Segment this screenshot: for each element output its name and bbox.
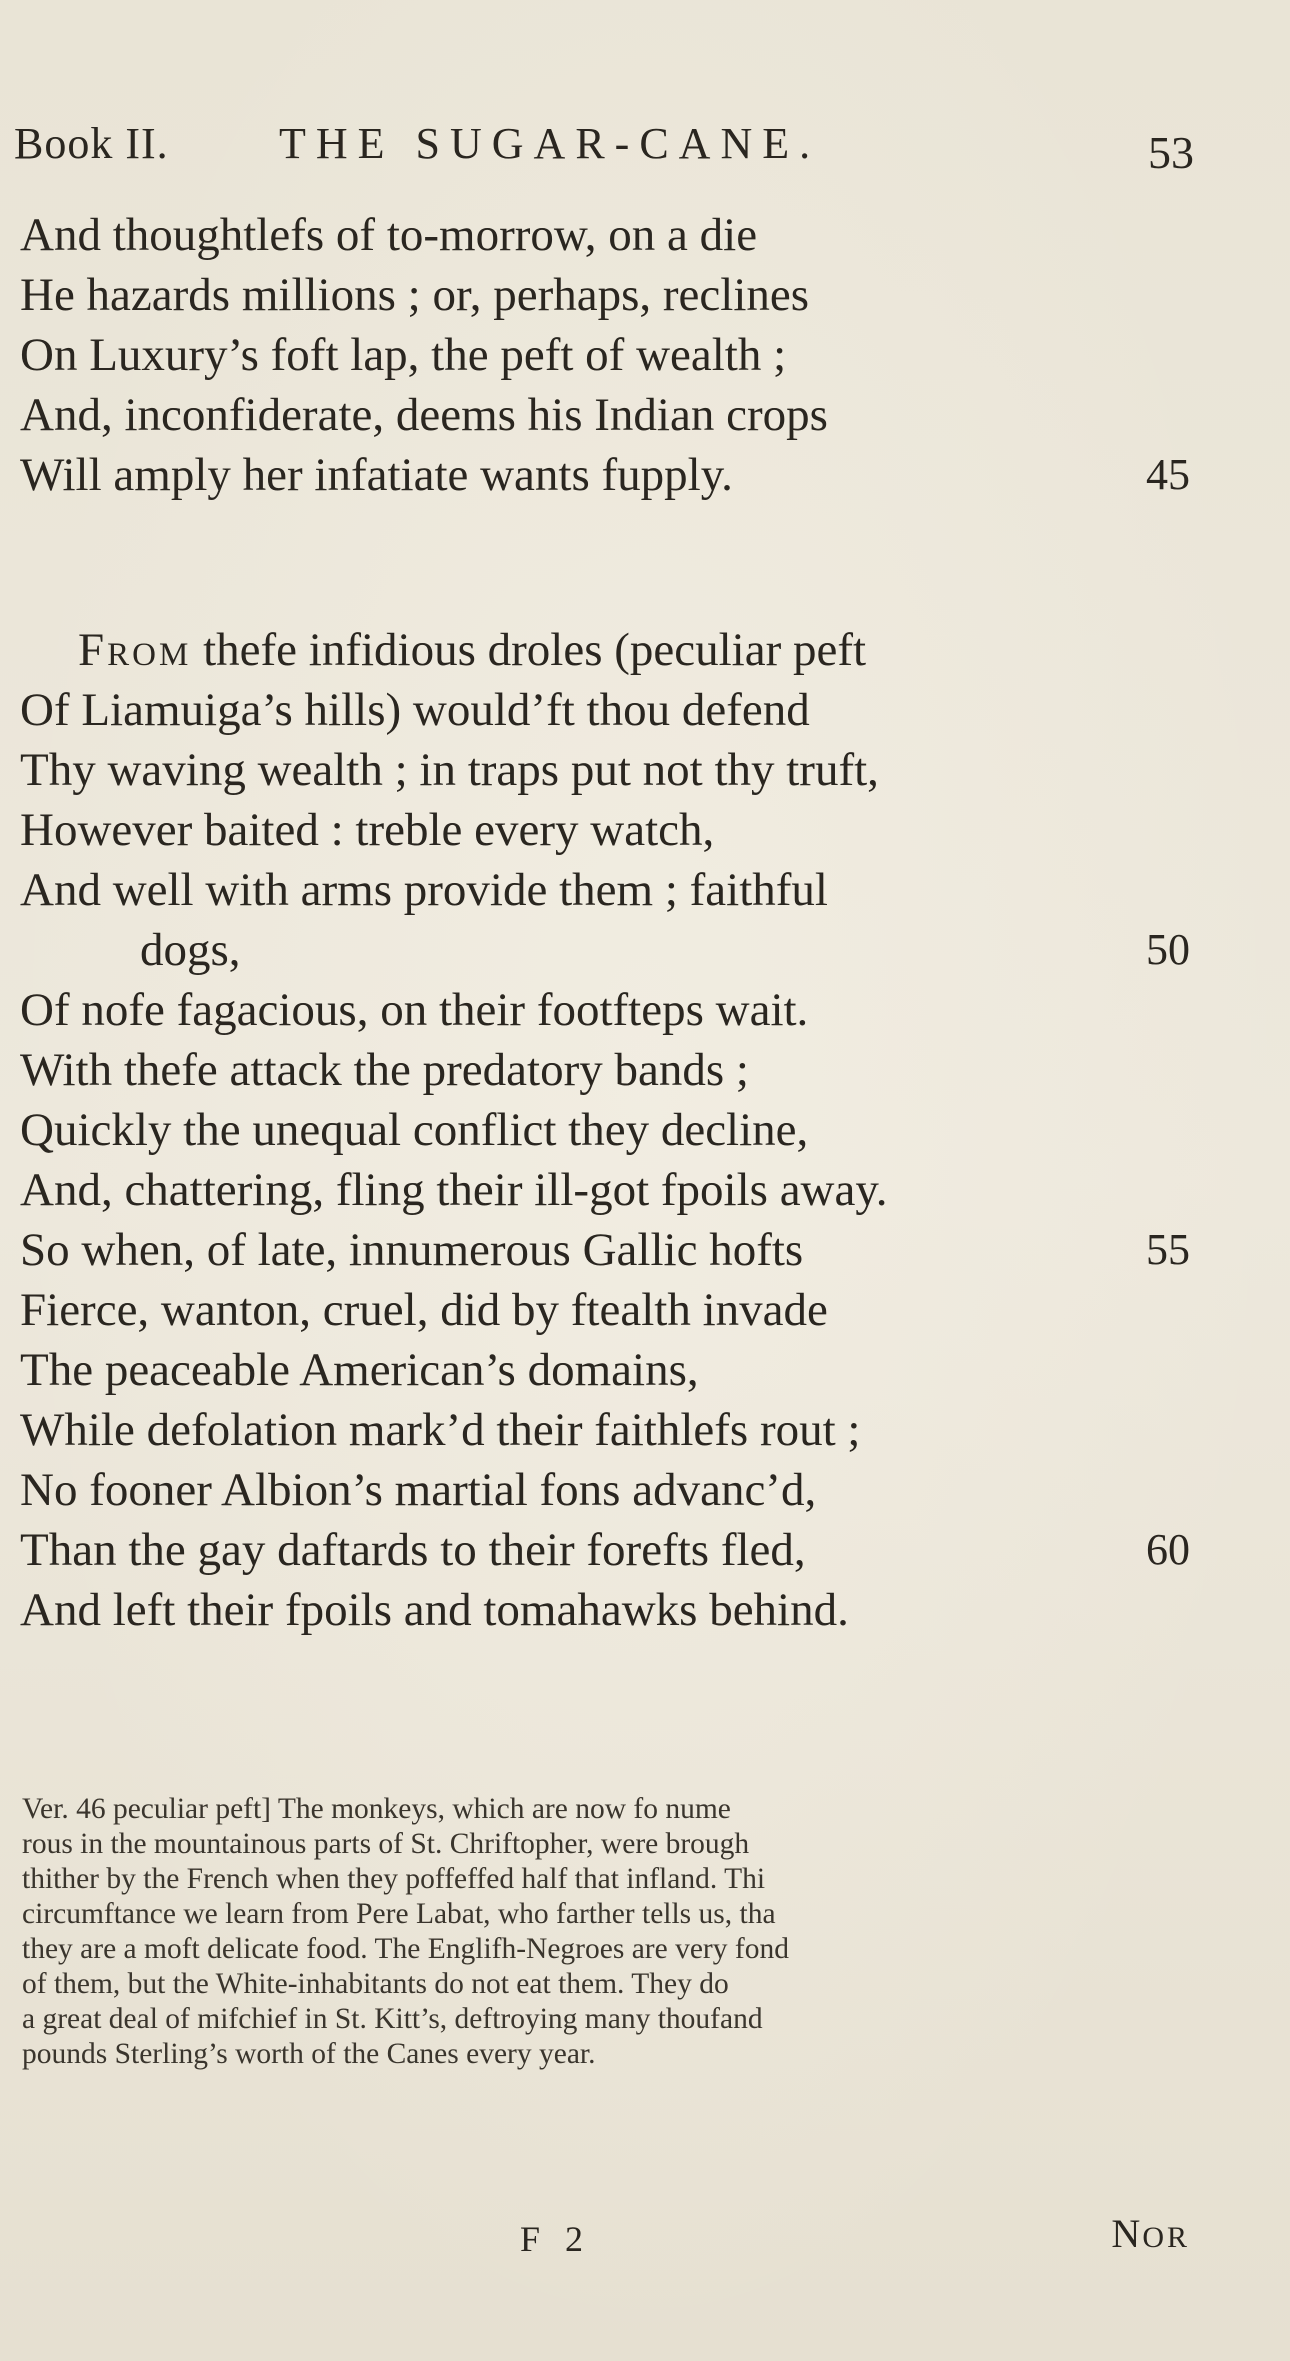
- verse-line: So when, of late, innumerous Gallic hofts 55: [20, 1220, 1190, 1280]
- footnote-line: pounds Sterling’s worth of the Canes every year.: [22, 2038, 596, 2070]
- running-header: [14, 118, 1194, 198]
- line-number: 60: [1146, 1525, 1190, 1574]
- line-number: 45: [1146, 450, 1190, 499]
- verse-stanza-main: [20, 620, 1190, 1640]
- verse-line: On Luxury’s foft lap, the peft of wealth ;: [20, 329, 787, 381]
- footnote-line: a great deal of mifchief in St. Kitt’s, deftroying many thoufand: [22, 2003, 763, 2035]
- verse-line: And, inconfiderate, deems his Indian crops: [20, 389, 828, 441]
- verse-line: Fierce, wanton, cruel, did by ftealth invade: [20, 1284, 828, 1336]
- verse-line: However baited : treble every watch,: [20, 804, 715, 856]
- footnote-line: rous in the mountainous parts of St. Chriftopher, were brough: [22, 1828, 750, 1860]
- signature-mark: F 2: [520, 2219, 592, 2259]
- verse-stanza-top: [20, 205, 1190, 505]
- verse-line: And thoughtlefs of to-morrow, on a die: [20, 209, 758, 261]
- footnote-line: they are a moft delicate food. The Englifh-Negroes are very fond: [22, 1933, 789, 1965]
- verse-line-continuation: dogs, 50: [20, 920, 1190, 980]
- verse-line: And well with arms provide them ; faithful: [20, 864, 828, 916]
- catchword: NOR: [1111, 2211, 1190, 2256]
- running-title: THE SUGAR-CANE.: [279, 119, 821, 168]
- line-number: 50: [1146, 925, 1190, 974]
- page-number: 53: [1148, 127, 1194, 178]
- footnote: [22, 1792, 1192, 2072]
- book-label: Book II.: [14, 119, 169, 168]
- verse-line: While defolation mark’d their faithlefs rout ;: [20, 1404, 861, 1456]
- verse-line: The peaceable American’s domains,: [20, 1344, 699, 1396]
- opening-word: From: [78, 624, 192, 676]
- footnote-line: circumftance we learn from Pere Labat, who farther tells us, tha: [22, 1898, 776, 1930]
- verse-line: And, chattering, fling their ill-got fpoils away.: [20, 1164, 888, 1216]
- verse-line: He hazards millions ; or, perhaps, reclines: [20, 269, 810, 321]
- footnote-line: Ver. 46 peculiar peft] The monkeys, which are now fo nume: [22, 1793, 731, 1825]
- verse-line: Than the gay daftards to their forefts fled, 60: [20, 1520, 1190, 1580]
- verse-line: And left their fpoils and tomahawks behind.: [20, 1584, 849, 1636]
- verse-line: Of Liamuiga’s hills) would’ft thou defend: [20, 684, 810, 736]
- verse-line: Will amply her infatiate wants fupply. 45: [20, 445, 1190, 505]
- verse-line: Quickly the unequal conflict they decline,: [20, 1104, 809, 1156]
- footnote-line: of them, but the White-inhabitants do not eat them. They do: [22, 1968, 729, 2000]
- verse-line: With thefe attack the predatory bands ;: [20, 1044, 749, 1096]
- verse-line-opening: From thefe infidious droles (peculiar peft: [78, 624, 867, 676]
- verse-line: Thy waving wealth ; in traps put not thy truft,: [20, 744, 879, 796]
- verse-line: Of nofe fagacious, on their footfteps wait.: [20, 984, 809, 1036]
- line-number: 55: [1146, 1225, 1190, 1274]
- verse-line: No fooner Albion’s martial fons advanc’d,: [20, 1464, 817, 1516]
- footnote-line: thither by the French when they poffeffed half that infland. Thi: [22, 1863, 766, 1895]
